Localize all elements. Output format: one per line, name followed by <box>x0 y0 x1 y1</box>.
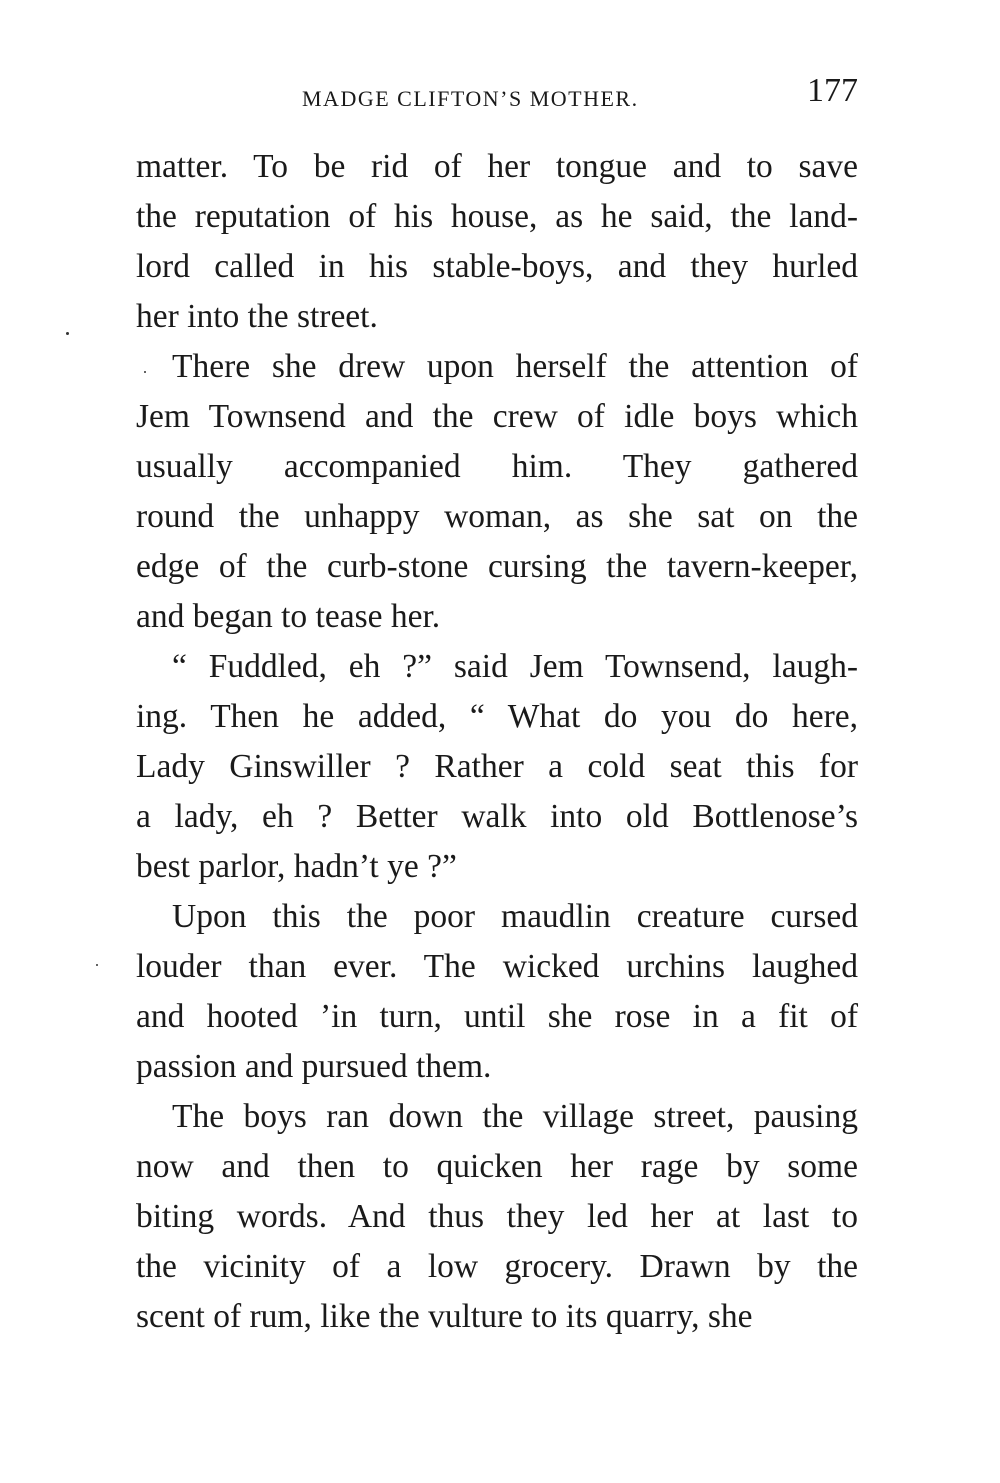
text-line: matter. To be rid of her tongue and to save <box>136 148 858 185</box>
text-line: best parlor, hadn’t ye ?” <box>136 848 457 885</box>
text-line: the vicinity of a low grocery. Drawn by the <box>136 1248 858 1285</box>
text-line: lord called in his stable-boys, and they hurled <box>136 248 858 285</box>
page-number: 177 <box>807 72 858 109</box>
text-line: Lady Ginswiller ? Rather a cold seat this for <box>136 748 858 785</box>
paragraph <box>136 1092 858 1342</box>
paragraph <box>136 142 858 342</box>
text-line: and hooted ’in turn, until she rose in a fit of <box>136 998 858 1035</box>
scan-speck <box>66 332 69 335</box>
scan-speck <box>96 964 98 966</box>
text-line: louder than ever. The wicked urchins laughed <box>136 948 858 985</box>
text-line: usually accompanied him. They gathered <box>136 448 858 485</box>
paragraph <box>136 642 858 892</box>
scan-speck <box>144 371 146 373</box>
text-line: the reputation of his house, as he said, the land- <box>136 198 858 235</box>
text-line: passion and pursued them. <box>136 1048 492 1085</box>
paragraph <box>136 342 858 642</box>
paragraph <box>136 892 858 1092</box>
page-header <box>136 72 858 116</box>
text-line: scent of rum, like the vulture to its quarry, she <box>136 1298 753 1335</box>
text-line: round the unhappy woman, as she sat on the <box>136 498 858 535</box>
text-line: Upon this the poor maudlin creature cursed <box>172 898 858 935</box>
text-line: The boys ran down the village street, pausing <box>172 1098 858 1135</box>
text-line: biting words. And thus they led her at last to <box>136 1198 858 1235</box>
body-text <box>136 142 858 1342</box>
text-line: There she drew upon herself the attention of <box>172 348 858 385</box>
text-line: and began to tease her. <box>136 598 441 635</box>
text-line: ing. Then he added, “ What do you do here, <box>136 698 858 735</box>
running-head: MADGE CLIFTON’S MOTHER. <box>302 86 639 111</box>
text-line: “ Fuddled, eh ?” said Jem Townsend, laugh- <box>172 648 858 685</box>
text-line: edge of the curb-stone cursing the tavern-keeper, <box>136 548 858 585</box>
text-line: now and then to quicken her rage by some <box>136 1148 858 1185</box>
text-line: a lady, eh ? Better walk into old Bottlenose’s <box>136 798 858 835</box>
text-line: her into the street. <box>136 298 378 335</box>
text-line: Jem Townsend and the crew of idle boys which <box>136 398 858 435</box>
